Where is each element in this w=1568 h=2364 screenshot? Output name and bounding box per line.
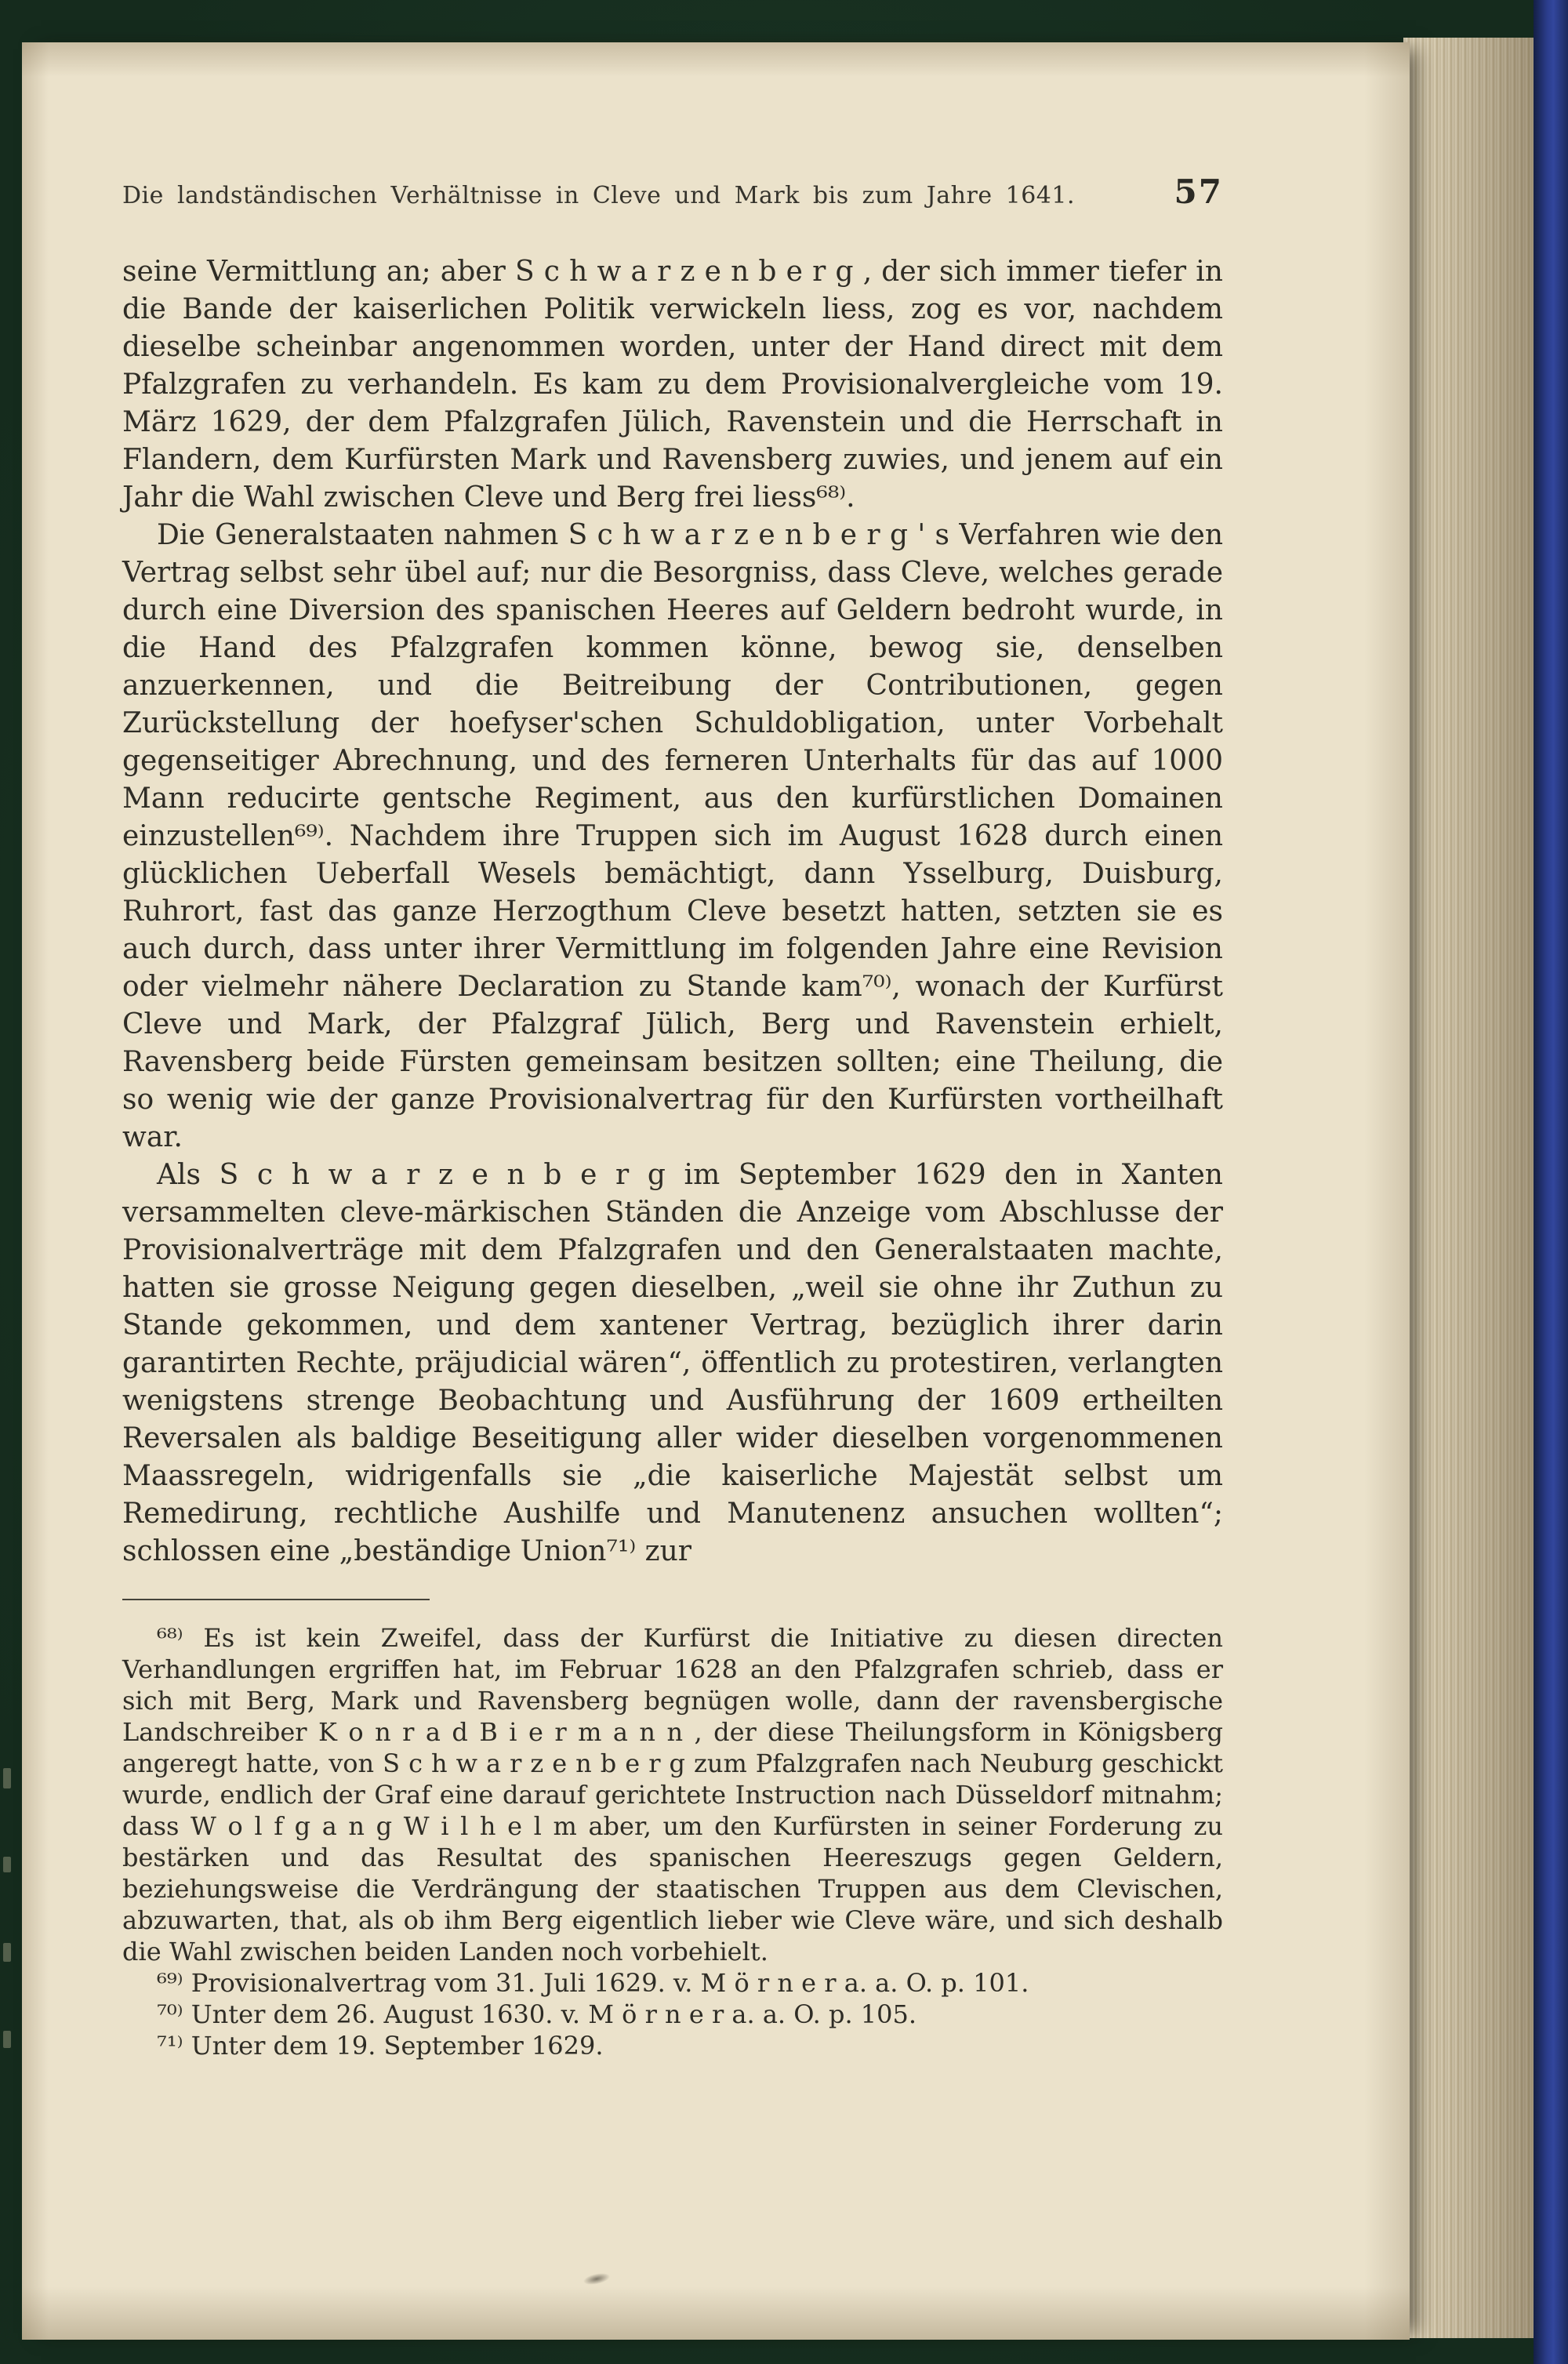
book-page [22, 42, 1410, 2340]
body-paragraph-2: Die Generalstaaten nahmen S c h w a r z e n b e r g ' s Verfahren wie den Vertrag selbst sehr übel auf; nur die Besorgniss, dass Cleve, welches gerade durch eine Diversion des spanischen Heeres auf Geldern bedroht wurde, in die Hand des Pfalzgrafen kommen könne, bewog sie, denselben anzuerkennen, und die Beitreibung der Contributionen, gegen Zurückstellung der hoefyser'schen Schuldobligation, unter Vorbehalt gegenseitiger Abrechnung, und des ferneren Unterhalts für das auf 1000 Mann reducirte gentsche Regiment, aus den kurfürstlichen Domainen einzustellen⁶⁹⁾. Nachdem ihre Truppen sich im August 1628 durch einen glücklichen Ueberfall Wesels bemächtigt, dann Ysselburg, Duisburg, Ruhrort, fast das ganze Herzogthum Cleve besetzt hatten, setzten sie es auch durch, dass unter ihrer Vermittlung im folgenden Jahre eine Revision oder vielmehr nähere Declaration zu Stande kam⁷⁰⁾, wonach der Kurfürst Cleve und Mark, der Pfalzgraf Jülich, Berg und Ravenstein erhielt, Ravensberg beide Fürsten gemeinsam besitzen sollten; eine Theilung, die so wenig wie der ganze Provisionalvertrag für den Kurfürsten vortheilhaft war. [122, 519, 1223, 1153]
footnote-separator [122, 1599, 430, 1600]
page-content [122, 172, 1223, 2061]
running-head [122, 172, 1223, 211]
page-bleed-mark [3, 1768, 11, 1788]
running-head-title: Die landständischen Verhältnisse in Cleve und Mark bis zum Jahre 1641. [122, 182, 1076, 209]
page-number: 57 [1174, 172, 1223, 211]
body-text [122, 253, 1223, 1571]
footnote-71: ⁷¹⁾ Unter dem 19. September 1629. [157, 2031, 604, 2061]
footnotes [122, 1622, 1223, 2061]
footnote-69: ⁶⁹⁾ Provisionalvertrag vom 31. Juli 1629. v. M ö r n e r a. a. O. p. 101. [157, 1968, 1029, 1998]
page-bleed-mark [3, 1943, 11, 1962]
page-edge-stack [1403, 38, 1534, 2338]
body-paragraph-1: seine Vermittlung an; aber S c h w a r z e n b e r g , der sich immer tiefer in die Bande der kaiserlichen Politik verwickeln liess, zog es vor, nachdem dieselbe scheinbar angenommen worden, unter der Hand direct mit dem Pfalzgrafen zu verhandeln. Es kam zu dem Provisionalvergleiche vom 19. März 1629, der dem Pfalzgrafen Jülich, Ravenstein und die Herrschaft in Flandern, dem Kurfürsten Mark und Ravensberg zuwies, und jenem auf ein Jahr die Wahl zwischen Cleve und Berg frei liess⁶⁸⁾. [122, 256, 1223, 514]
page-bleed-mark [3, 2031, 11, 2048]
footnote-70: ⁷⁰⁾ Unter dem 26. August 1630. v. M ö r n e r a. a. O. p. 105. [157, 1999, 917, 2029]
footnote-68: ⁶⁸⁾ Es ist kein Zweifel, dass der Kurfürst die Initiative zu diesen directen Verhandlungen ergriffen hat, im Februar 1628 an den Pfalzgrafen schrieb, dass er sich mit Berg, Mark und Ravensberg begnügen wolle, dann der ravensbergische Landschreiber K o n r a d B i e r m a n n , der diese Theilungsform in Königsberg angeregt hatte, von S c h w a r z e n b e r g zum Pfalzgrafen nach Neuburg geschickt wurde, endlich der Graf eine darauf gerichtete Instruction nach Düsseldorf mitnahm; dass W o l f g a n g W i l h e l m aber, um den Kurfürsten in seiner Forderung zu bestärken und das Resultat des spanischen Heereszugs gegen Geldern, beziehungsweise die Verdrängung der staatischen Truppen aus dem Clevischen, abzuwarten, that, als ob ihm Berg eigentlich lieber wie Cleve wäre, und sich deshalb die Wahl zwischen beiden Landen noch vorbehielt. [122, 1623, 1223, 1966]
ink-smudge [583, 2271, 611, 2287]
body-paragraph-3: Als S c h w a r z e n b e r g im September 1629 den in Xanten versammelten cleve-märkischen Ständen die Anzeige vom Abschlusse der Provisionalverträge mit dem Pfalzgrafen und den Generalstaaten machte, hatten sie grosse Neigung gegen dieselben, „weil sie ohne ihr Zuthun zu Stande gekommen, und dem xantener Vertrag, bezüglich ihrer darin garantirten Rechte, präjudicial wären“, öffentlich zu protestiren, verlangten wenigstens strenge Beobachtung und Ausführung der 1609 ertheilten Reversalen als baldige Beseitigung aller wider dieselben vorgenommenen Maassregeln, widrigenfalls sie „die kaiserliche Majestät selbst um Remedirung, rechtliche Aushilfe und Manutenenz ansuchen wollten“; schlossen eine „beständige Union⁷¹⁾ zur [122, 1159, 1223, 1567]
page-bleed-mark [3, 1857, 11, 1872]
book-cover-edge [1534, 0, 1568, 2364]
